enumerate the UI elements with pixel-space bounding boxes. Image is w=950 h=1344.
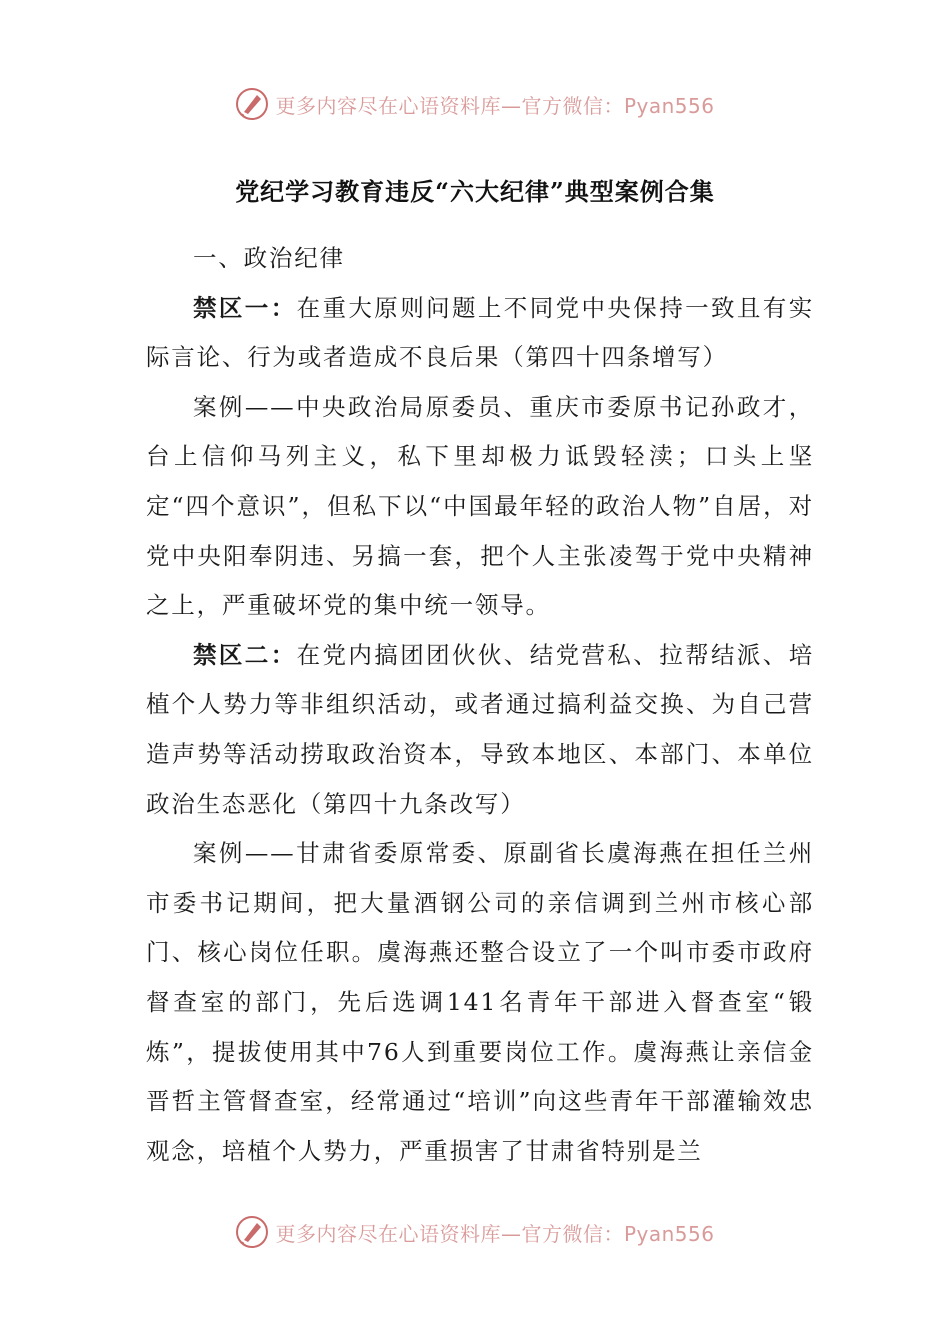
document-title: 党纪学习教育违反“六大纪律”典型案例合集 <box>235 177 715 206</box>
paragraph-lead: 禁区一： <box>193 293 297 322</box>
paragraph-text: 在重大原则问题上不同党中央保持一致且有实际言论、行为或者造成不良后果（第四十四条增写） <box>146 293 815 372</box>
paragraph <box>146 383 814 631</box>
pen-nib-logo-icon <box>235 1215 269 1249</box>
watermark-text: 更多内容尽在心语资料库—官方微信：Pyan556 <box>275 1221 715 1246</box>
header-watermark-banner <box>0 84 950 124</box>
document-body <box>146 234 814 1176</box>
paragraph-text: 案例——甘肃省委原常委、原副省长虞海燕在担任兰州市委书记期间，把大量酒钢公司的亲信调到兰州市核心部门、核心岗位任职。虞海燕还整合设立了一个叫市委市政府督查室的部门，先后选调141名青年干部进入督查室“锻炼”，提拔使用其中76人到重要岗位工作。虞海燕让亲信金晋哲主管督查室，经常通过“培训”向这些青年干部灌输效忠观念，培植个人势力，严重损害了甘肃省特别是兰 <box>146 839 814 1165</box>
paragraph <box>146 631 814 829</box>
watermark-text: 更多内容尽在心语资料库—官方微信：Pyan556 <box>275 93 715 118</box>
pen-nib-logo-icon <box>235 87 269 121</box>
section-heading: 一、政治纪律 <box>193 244 345 272</box>
paragraph-text: 在党内搞团团伙伙、结党营私、拉帮结派、培植个人势力等非组织活动，或者通过搞利益交换、为自己营造声势等活动捞取政治资本，导致本地区、本部门、本单位政治生态恶化（第四十九条改写） <box>146 640 815 818</box>
paragraph-lead: 禁区二： <box>193 640 297 669</box>
footer-watermark-banner <box>0 1212 950 1252</box>
paragraph-text: 案例——中央政治局原委员、重庆市委原书记孙政才，台上信仰马列主义，私下里却极力诋毁轻渎；口头上坚定“四个意识”，但私下以“中国最年轻的政治人物”自居，对党中央阳奉阴违、另搞一套，把个人主张凌驾于党中央精神之上，严重破坏党的集中统一领导。 <box>146 392 814 620</box>
paragraph <box>146 284 814 383</box>
paragraph <box>146 829 814 1176</box>
